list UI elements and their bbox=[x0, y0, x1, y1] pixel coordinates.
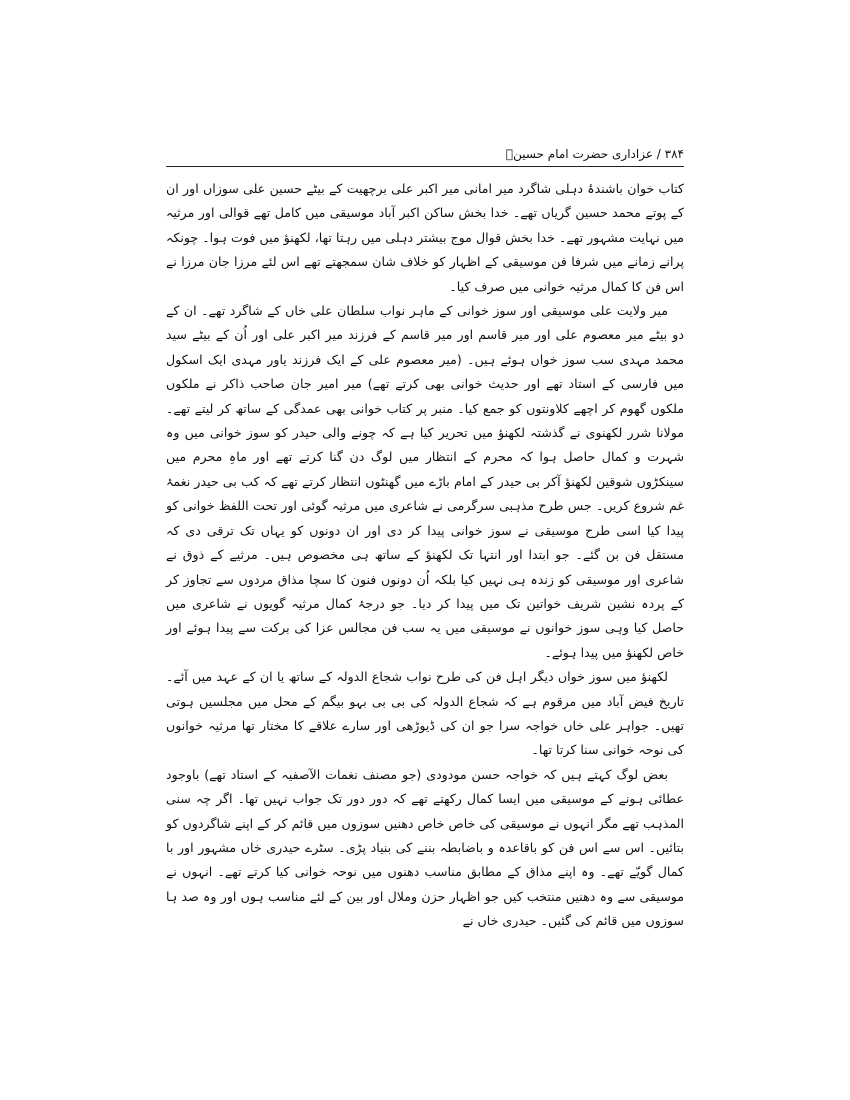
header-rule bbox=[166, 166, 684, 167]
paragraph-1: کتاب خوان باشندۂ دہلی شاگرد میر امانی میر اکبر علی برچھیت کے بیٹے حسین علی سوزاں اور ان کے پوتے محمد حسین گریاں تھے۔ خدا بخش ساکن اکبر آباد موسیقی میں کامل تھے قوالی اور مرثیہ میں نہایت مشہور تھے۔ خدا بخش قوال موج بیشتر دہلی میں رہتا تھا، لکھنؤ میں فوت ہوا۔ چونکہ پرانے زمانے میں شرفا فن موسیقی کے اظہار کو خلاف شان سمجھتے تھے اس لئے مرزا جان مرزا نے اس فن کا کمال مرثیہ خوانی میں صرف کیا۔ bbox=[166, 181, 684, 294]
running-header: ۳۸۴ / عزاداری حضرت امام حسینؑ bbox=[505, 147, 684, 161]
page-body bbox=[166, 177, 684, 934]
paragraph-3: لکھنؤ میں سوز خواں دیگر اہل فن کی طرح نواب شجاع الدولہ کے ساتھ یا ان کے عہد میں آئے۔ تاریخ فیض آباد میں مرقوم ہے کہ شجاع الدولہ کی بی بی بہو بیگم کے محل میں مجلسیں ہوتی تھیں۔ جواہر علی خاں خواجہ سرا جو ان کی ڈیوڑھی اور سارے علاقے کا مختار تھا مرثیہ خوانوں کی نوحہ خوانی سنا کرتا تھا۔ bbox=[166, 669, 684, 758]
paragraph-4: بعض لوگ کہتے ہیں کہ خواجہ حسن مودودی (جو مصنف نغمات الآصفیہ کے استاد تھے) باوجود عطائی ہونے کے موسیقی میں ایسا کمال رکھتے تھے کہ دور دور تک جواب نہیں تھا۔ اگر چہ سنی المذہب تھے مگر انہوں نے موسیقی کی خاص خاص دھنیں سوزوں میں قائم کر کے اپنے شاگردوں کو بتائیں۔ اس سے اس فن کو باقاعدہ و باضابطہ بننے کی بنیاد پڑی۔ سٹرے حیدری خاں مشہور اور با کمال گویّے تھے۔ وہ اپنے مذاق کے مطابق مناسب دھنوں میں نوحہ خوانی کیا کرتے تھے۔ انہوں نے موسیقی سے وہ دھنیں منتخب کیں جو اظہار حزن وملال اور بین کے لئے مناسب ہوں اور وہ صد ہا سوزوں میں قائم کی گئیں۔ حیدری خاں نے bbox=[166, 766, 684, 929]
paragraph-2: میر ولایت علی موسیقی اور سوز خوانی کے ماہر نواب سلطان علی خاں کے شاگرد تھے۔ ان کے دو بیٹے میر معصوم علی اور میر قاسم اور میر قاسم کے فرزند میر اکبر علی اور اُن کے بیٹے سید محمد مہدی سب سوز خواں ہوئے ہیں۔ (میر معصوم علی کے ایک فرزند یاور مہدی ایک اسکول میں فارسی کے استاد تھے اور حدیث خوانی بھی کرتے تھے) میر امیر جان صاحب ذاکر نے ملکوں ملکوں گھوم کر اچھے کلاونتوں کو جمع کیا۔ منبر پر کتاب خوانی بھی عمدگی کے ساتھ کر لیتے تھے۔ مولانا شرر لکھنوی نے گذشتہ لکھنؤ میں تحریر کیا ہے کہ چونے والی حیدر کو سوز خوانی میں وہ شہرت و کمال حاصل ہوا کہ محرم کے انتظار میں لوگ دن گنا کرتے تھے اور ماہِ محرم میں سینکڑوں شوقین لکھنؤ آکر بی حیدر کے امام باڑے میں گھنٹوں انتظار کرتے تھے کہ کب بی حیدر نغمۂ غم شروع کریں۔ جس طرح مذہبی سرگرمی نے شاعری میں مرثیہ گوئی اور تحت اللفظ خوانی کو پیدا کیا اسی طرح موسیقی نے سوز خوانی پیدا کر دی اور ان دونوں کو یہاں تک ترقی دی کہ مستقل فن بن گئے۔ جو ابتدا اور انتہا تک لکھنؤ کے ساتھ ہی مخصوص ہیں۔ مرثیے کے ذوق نے شاعری اور موسیقی کو زندہ ہی نہیں کیا بلکہ اُن دونوں فنون کا سچا مذاق مردوں سے تجاوز کر کے پردہ نشین شریف خواتین تک میں پیدا کر دیا۔ جو درجۂ کمال مرثیہ گویوں نے شاعری میں حاصل کیا وہی سوز خوانوں نے موسیقی میں یہ سب فن مجالس عزا کی برکت سے پیدا ہوئے اور خاص لکھنؤ میں پیدا ہوئے۔ bbox=[166, 303, 684, 660]
